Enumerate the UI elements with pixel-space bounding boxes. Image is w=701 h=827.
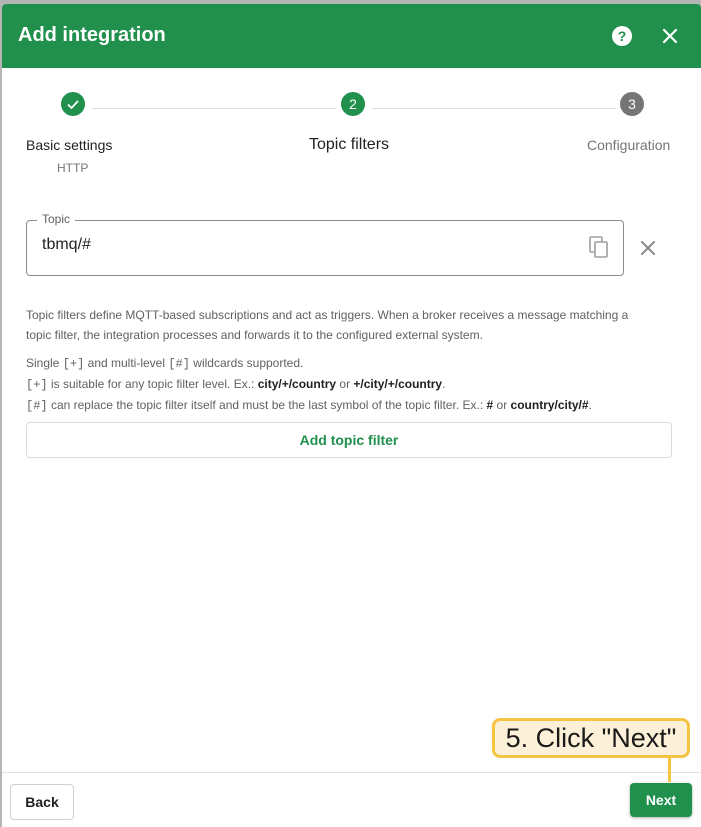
topic-filter-description	[26, 305, 686, 345]
add-integration-dialog	[2, 4, 701, 827]
step-connector	[372, 108, 616, 109]
topic-input[interactable]	[42, 236, 562, 254]
back-button[interactable]: Back	[10, 784, 74, 820]
description-line-2: topic filter, the integration processes and forwards it to the configured external system.	[26, 328, 483, 342]
topic-field	[26, 212, 624, 276]
close-icon[interactable]	[658, 24, 682, 48]
wildcard-line-3: [#] can replace the topic filter itself and must be the last symbol of the topic filter. Ex.: # or country/city/#.	[26, 398, 592, 413]
svg-text:?: ?	[617, 28, 627, 44]
next-button[interactable]: Next	[630, 783, 692, 817]
add-topic-filter-button[interactable]: Add topic filter	[26, 422, 672, 458]
footer-divider	[2, 772, 701, 773]
wildcard-line-1: Single [+] and multi-level [#] wildcards supported.	[26, 356, 304, 371]
step-connector	[92, 108, 336, 109]
step-2-circle[interactable]: 2	[341, 92, 365, 116]
step-1-sublabel: HTTP	[57, 161, 89, 175]
description-line-1: Topic filters define MQTT-based subscriptions and act as triggers. When a broker receives a message matching a	[26, 308, 629, 322]
step-1-label[interactable]: Basic settings	[26, 137, 113, 153]
copy-icon[interactable]	[587, 235, 611, 259]
step-3-label[interactable]: Configuration	[587, 137, 671, 153]
step-2-label[interactable]: Topic filters	[309, 136, 390, 153]
help-icon[interactable]	[610, 24, 634, 48]
tutorial-callout: 5. Click "Next"	[492, 718, 690, 758]
remove-topic-icon[interactable]	[636, 236, 660, 260]
topic-field-label: Topic	[37, 212, 75, 226]
step-3-circle[interactable]: 3	[620, 92, 644, 116]
wildcard-description	[26, 353, 686, 416]
dialog-title: Add integration	[18, 24, 166, 46]
step-1-complete-icon[interactable]	[61, 92, 85, 116]
tutorial-callout-pointer	[668, 758, 671, 782]
wildcard-line-2: [+] is suitable for any topic filter level. Ex.: city/+/country or +/city/+/country.	[26, 377, 446, 392]
dialog-header	[2, 4, 701, 68]
